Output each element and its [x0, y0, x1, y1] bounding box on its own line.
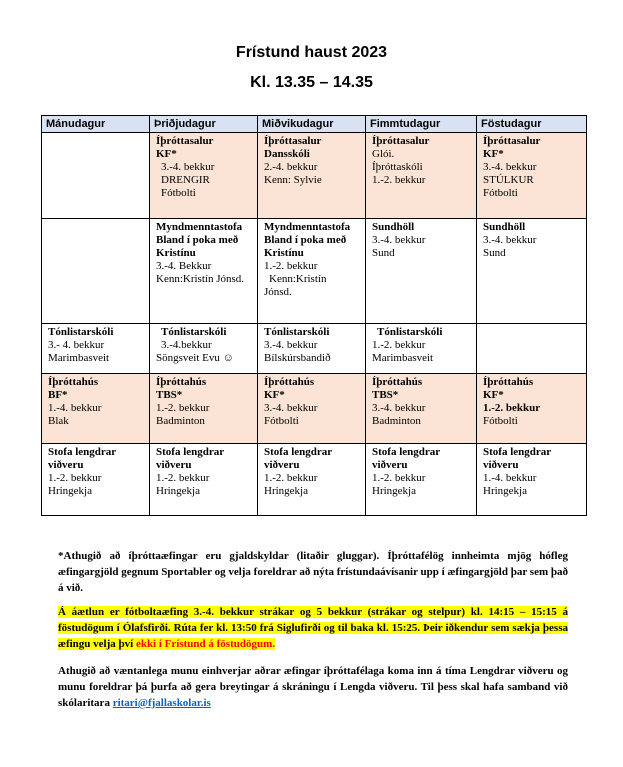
activity-heading: Tónlistarskóli	[161, 326, 227, 338]
activity-detail: Fótbolti	[264, 415, 299, 427]
activity-detail: Badminton	[372, 415, 421, 427]
activity-heading: KF*	[483, 148, 504, 160]
day-header-tuesday: Þriðjudagur	[150, 116, 258, 133]
activity-detail: Bílskúrsbandið	[264, 352, 331, 364]
schedule-cell-monday	[42, 374, 150, 444]
note-football-red: ekki í Frístund á föstudögum.	[135, 638, 275, 650]
activity-detail: Jónsd.	[264, 286, 292, 298]
schedule-row	[42, 133, 587, 219]
activity-detail: Hringekja	[264, 485, 308, 497]
activity-heading: Kristínu	[264, 247, 304, 259]
activity-heading: Kristínu	[156, 247, 196, 259]
activity-detail: Fótbolti	[483, 187, 518, 199]
time-subtitle: Kl. 13.35 – 14.35	[250, 74, 373, 91]
activity-detail: Hringekja	[372, 485, 416, 497]
activity-heading: TBS*	[372, 389, 399, 401]
activity-detail: 3.-4. bekkur	[483, 234, 537, 246]
activity-heading: viðveru	[483, 459, 519, 471]
schedule-cell-wednesday	[258, 444, 366, 516]
note-football-text	[58, 606, 568, 650]
schedule-cell-friday	[477, 374, 587, 444]
activity-detail: 1.-2. bekkur	[156, 402, 210, 414]
activity-detail: Íþróttaskóli	[372, 161, 423, 173]
note-football-main: Á áætlun er fótboltaæfing 3.-4. bekkur strákar og 5 bekkur (strákar og stelpur) kl. 14:15 – 15:15 á föstudögum í Ólafsfirði. Rúta fer kl. 13:50 frá Siglufirði og til baka kl. 15:25. Þeir iðkendur sem sækja þessa æfingu velja því	[58, 606, 568, 650]
activity-detail: Hringekja	[156, 485, 200, 497]
schedule-cell-friday	[477, 219, 587, 324]
schedule-cell-wednesday	[258, 219, 366, 324]
activity-detail: Sund	[483, 247, 506, 259]
activity-detail: 1.-2. bekkur	[372, 472, 426, 484]
activity-detail: Fótbolti	[161, 187, 196, 199]
schedule-cell-monday	[42, 324, 150, 374]
schedule-cell-tuesday	[150, 444, 258, 516]
activity-heading: viðveru	[156, 459, 192, 471]
day-header-friday: Föstudagur	[477, 116, 587, 133]
activity-detail: 2.-4. bekkur	[264, 161, 318, 173]
activity-heading: Stofa lengdrar	[264, 446, 333, 458]
activity-detail: Fótbolti	[483, 415, 518, 427]
secretary-email-link[interactable]: ritari@fjallaskolar.is	[112, 697, 211, 709]
schedule-cell-wednesday	[258, 374, 366, 444]
note-fees: *Athugið að íþróttaæfingar eru gjaldskyldar (litaðir gluggar). Íþróttafélög innheimta mjög hófleg æfingargjöld gegnum Sportabler og velja foreldrar að nýta frístundaávísanir upp í æfingargjöld þar sem það á við.	[58, 550, 568, 594]
activity-heading: Íþróttasalur	[483, 135, 541, 147]
activity-detail: STÚLKUR	[483, 174, 534, 186]
schedule-cell-wednesday	[258, 324, 366, 374]
activity-heading: Stofa lengdrar	[372, 446, 441, 458]
activity-detail: 3.-4. bekkur	[161, 161, 215, 173]
activity-detail: 1.-2. bekkur	[372, 339, 426, 351]
activity-heading: Íþróttahús	[483, 376, 534, 388]
activity-detail: Badminton	[156, 415, 205, 427]
activity-heading: 1.-2. bekkur	[483, 402, 541, 414]
day-header-monday: Mánudagur	[42, 116, 150, 133]
schedule-body	[42, 133, 587, 516]
activity-heading: Stofa lengdrar	[156, 446, 225, 458]
note-football	[58, 604, 568, 652]
activity-heading: Íþróttahús	[372, 376, 423, 388]
activity-detail: Marimbasveit	[48, 352, 110, 364]
activity-heading: Íþróttahús	[264, 376, 315, 388]
activity-detail: 1.-4. bekkur	[48, 402, 102, 414]
activity-detail: Marimbasveit	[372, 352, 434, 364]
activity-detail: 3.- 4. bekkur	[48, 339, 105, 351]
schedule-row	[42, 374, 587, 444]
activity-heading: viðveru	[264, 459, 300, 471]
schedule-cell-tuesday	[150, 219, 258, 324]
activity-heading: Myndmenntastofa	[264, 221, 351, 233]
activity-heading: Bland í poka með	[264, 234, 347, 246]
schedule-cell-thursday	[366, 374, 477, 444]
activity-detail: Glói.	[372, 148, 395, 160]
page-title: Frístund haust 2023	[235, 44, 388, 61]
activity-heading: Íþróttasalur	[156, 135, 214, 147]
activity-detail: Söngsveit Evu ☺	[156, 352, 234, 364]
activity-detail: 1.-2. bekkur	[264, 472, 318, 484]
schedule-cell-friday	[477, 444, 587, 516]
activity-detail: 1.-2. bekkur	[156, 472, 210, 484]
activity-heading: Sundhöll	[483, 221, 526, 233]
activity-heading: Tónlistarskóli	[264, 326, 330, 338]
schedule-row	[42, 219, 587, 324]
activity-detail: Blak	[48, 415, 69, 427]
activity-heading: Íþróttasalur	[264, 135, 322, 147]
activity-detail: 3.-4. bekkur	[372, 402, 426, 414]
activity-heading: Stofa lengdrar	[48, 446, 117, 458]
activity-detail: Kenn:Kristín	[269, 273, 327, 285]
activity-heading: Dansskóli	[264, 148, 310, 160]
schedule-cell-tuesday	[150, 374, 258, 444]
schedule-cell-thursday	[366, 324, 477, 374]
activity-heading: Stofa lengdrar	[483, 446, 552, 458]
activity-heading: Íþróttasalur	[372, 135, 430, 147]
day-header-thursday: Fimmtudagur	[366, 116, 477, 133]
schedule-cell-thursday	[366, 133, 477, 219]
activity-detail: 1.-4. bekkur	[483, 472, 537, 484]
activity-heading: Tónlistarskóli	[48, 326, 114, 338]
activity-heading: Íþróttahús	[156, 376, 207, 388]
activity-detail: 1.-2. bekkur	[372, 174, 426, 186]
activity-heading: Íþróttahús	[48, 376, 99, 388]
schedule-cell-tuesday	[150, 133, 258, 219]
day-header-wednesday: Miðvikudagur	[258, 116, 366, 133]
activity-heading: Sundhöll	[372, 221, 415, 233]
schedule-cell-thursday	[366, 219, 477, 324]
schedule-header-row	[42, 116, 587, 133]
activity-detail: Hringekja	[483, 485, 527, 497]
activity-detail: Hringekja	[48, 485, 92, 497]
activity-heading: KF*	[483, 389, 504, 401]
activity-detail: 3.-4. Bekkur	[156, 260, 212, 272]
activity-heading: KF*	[156, 148, 177, 160]
activity-detail: 3.-4.bekkur	[161, 339, 212, 351]
activity-detail: 1.-2. bekkur	[264, 260, 318, 272]
activity-detail: 1.-2. bekkur	[48, 472, 102, 484]
schedule-cell-monday	[42, 219, 150, 324]
activity-detail: Kenn: Sylvie	[264, 174, 322, 186]
activity-heading: BF*	[48, 389, 68, 401]
schedule-cell-monday	[42, 133, 150, 219]
schedule-cell-thursday	[366, 444, 477, 516]
schedule-cell-friday	[477, 133, 587, 219]
activity-detail: DRENGIR	[161, 174, 210, 186]
activity-detail: 3.-4. bekkur	[372, 234, 426, 246]
activity-detail: Sund	[372, 247, 395, 259]
activity-detail: 3.-4. bekkur	[264, 402, 318, 414]
activity-heading: TBS*	[156, 389, 183, 401]
activity-detail: 3.-4. bekkur	[264, 339, 318, 351]
activity-detail: Kenn:Kristín Jónsd.	[156, 273, 244, 285]
schedule-cell-friday	[477, 324, 587, 374]
activity-heading: Myndmenntastofa	[156, 221, 243, 233]
activity-heading: Bland í poka með	[156, 234, 239, 246]
note-changes	[58, 663, 568, 711]
activity-detail: 3.-4. bekkur	[483, 161, 537, 173]
note-changes-main: Athugið að væntanlega munu einhverjar aðrar æfingar íþróttafélaga koma inn á tíma Lengdrar viðveru og munu foreldrar þá þurfa að gera breytingar á skráningu í Lengda viðveru. Til þess skal hafa samband við skólaritara	[58, 665, 568, 709]
schedule-cell-monday	[42, 444, 150, 516]
schedule-cell-tuesday	[150, 324, 258, 374]
activity-heading: KF*	[264, 389, 285, 401]
schedule-row	[42, 444, 587, 516]
activity-heading: viðveru	[48, 459, 84, 471]
schedule-table	[41, 115, 587, 516]
schedule-cell-wednesday	[258, 133, 366, 219]
schedule-row	[42, 324, 587, 374]
activity-heading: Tónlistarskóli	[377, 326, 443, 338]
activity-heading: viðveru	[372, 459, 408, 471]
